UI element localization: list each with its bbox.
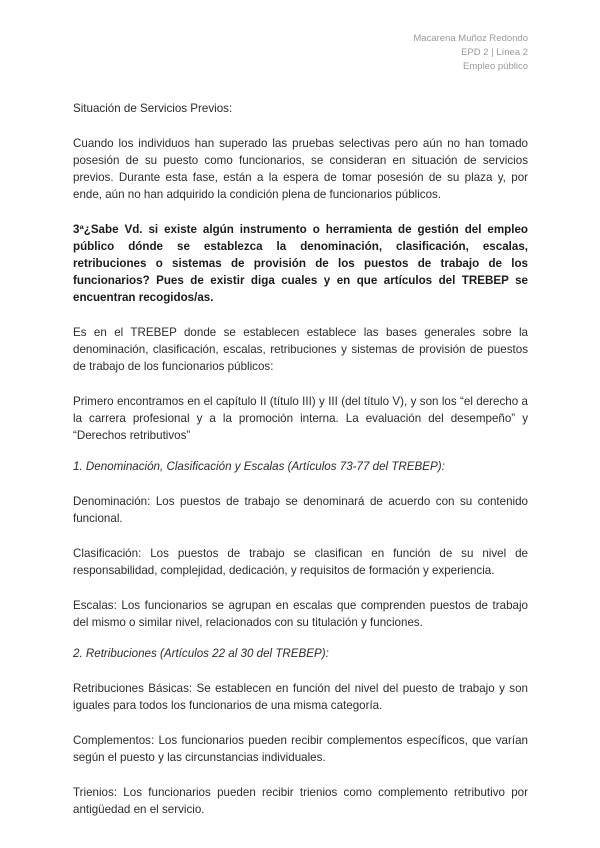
- clasificacion-paragraph: Clasificación: Los puestos de trabajo se clasifican en función de su nivel de responsabilidad, complejidad, dedicación, y requisitos de formación y experiencia.: [73, 547, 528, 577]
- answer-intro-paragraph: Es en el TREBEP donde se establecen establece las bases generales sobre la denominación, clasificación, escalas, retribuciones y sistemas de provisión de puestos de trabajo de los funcionarios públicos:: [73, 326, 528, 373]
- chapters-paragraph: Primero encontramos en el capítulo II (título III) y III (del título V), y son los “el derecho a la carrera profesional y a la promoción interna. La evaluación del desempeño” y “Derechos retributivos”: [73, 395, 528, 442]
- question-paragraph: 3ª¿Sabe Vd. si existe algún instrumento o herramienta de gestión del empleo público dónde se establezca la denominación, clasificación, escalas, retribuciones o sistemas de provisión de los puestos de trabajo de los funcionarios? Pues de existir diga cuales y en que artículos del TREBEP se encuentran recogidos/as.: [73, 223, 528, 304]
- heading-2: 2. Retribuciones (Artículos 22 al 30 del TREBEP):: [73, 647, 329, 660]
- document-body: [73, 100, 528, 818]
- section-title: Situación de Servicios Previos:: [73, 102, 233, 115]
- header-author: Macarena Muñoz Redondo: [413, 33, 528, 44]
- page-header: [413, 32, 528, 74]
- complementos-paragraph: Complementos: Los funcionarios pueden recibir complementos específicos, que varían según el puesto y las circunstancias individuales.: [73, 734, 528, 764]
- retribuciones-basicas-paragraph: Retribuciones Básicas: Se establecen en función del nivel del puesto de trabajo y son iguales para todos los funcionarios de una misma categoría.: [73, 682, 528, 712]
- denominacion-paragraph: Denominación: Los puestos de trabajo se denominará de acuerdo con su contenido funcional.: [73, 495, 528, 525]
- header-group: EPD 2 | Línea 2: [461, 47, 528, 58]
- trienios-paragraph: Trienios: Los funcionarios pueden recibir trienios como complemento retributivo por antigüedad en el servicio.: [73, 786, 528, 816]
- heading-1: 1. Denominación, Clasificación y Escalas (Artículos 73-77 del TREBEP):: [73, 460, 445, 473]
- intro-paragraph: Cuando los individuos han superado las pruebas selectivas pero aún no han tomado posesión de su puesto como funcionarios, se consideran en situación de servicios previos. Durante esta fase, están a la espera de tomar posesión de su plaza y, por ende, aún no han adquirido la condición plena de funcionarios públicos.: [73, 137, 528, 201]
- escalas-paragraph: Escalas: Los funcionarios se agrupan en escalas que comprenden puestos de trabajo del mismo o similar nivel, relacionados con su titulación y funciones.: [73, 599, 528, 629]
- header-subject: Empleo público: [463, 61, 528, 72]
